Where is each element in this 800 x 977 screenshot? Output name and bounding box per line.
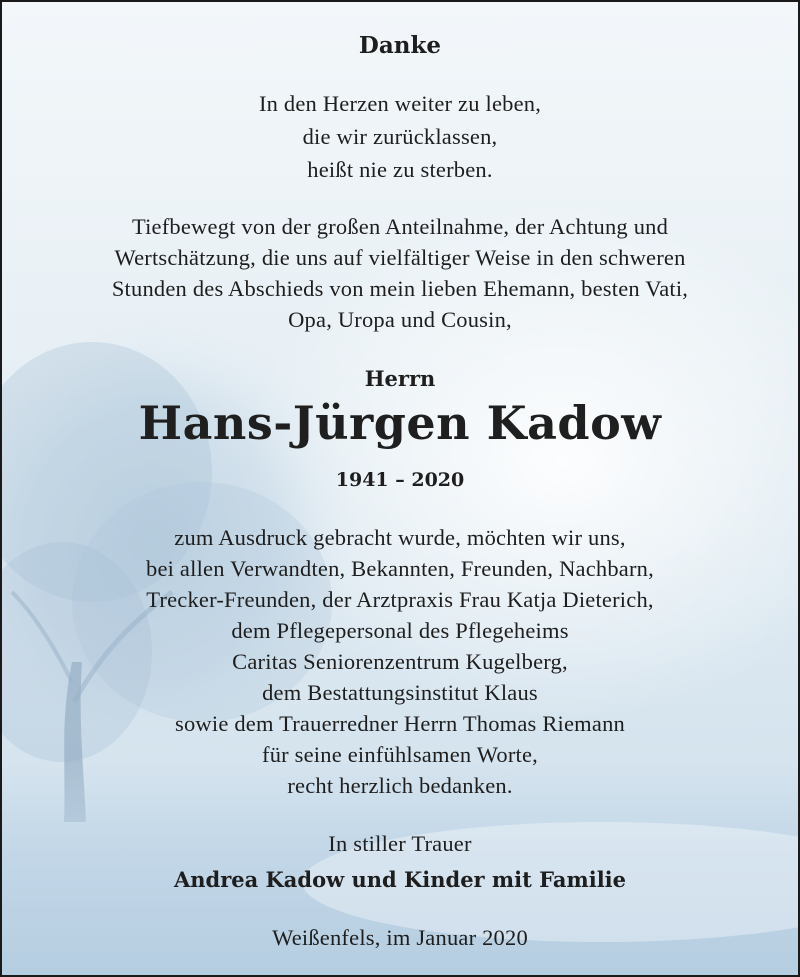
thanks-line: Trecker-Freunden, der Arztpraxis Frau Katja Dieterich,	[146, 587, 654, 612]
thanks-line: dem Pflegepersonal des Pflegeheims	[231, 618, 569, 643]
life-years: 1941 – 2020	[335, 469, 465, 491]
deceased-name: Hans-Jürgen Kadow	[138, 396, 662, 450]
heading: Danke	[358, 32, 442, 59]
intro-line: Opa, Uropa und Cousin,	[288, 307, 512, 332]
mourning-phrase: In stiller Trauer	[328, 831, 472, 856]
thanks-line: dem Bestattungsinstitut Klaus	[262, 680, 538, 705]
poem-line: heißt nie zu sterben.	[307, 157, 493, 182]
family-signature: Andrea Kadow und Kinder mit Familie	[173, 867, 627, 892]
poem-line: die wir zurücklassen,	[302, 124, 498, 149]
place-date: Weißenfels, im Januar 2020	[272, 925, 528, 950]
thanks-line: sowie dem Trauerredner Herrn Thomas Riemann	[175, 711, 625, 736]
poem-line: In den Herzen weiter zu leben,	[258, 91, 542, 116]
thanks-line: für seine einfühlsamen Worte,	[262, 742, 538, 767]
thanks-line: zum Ausdruck gebracht wurde, möchten wir uns,	[174, 525, 626, 550]
thanks-line: Caritas Seniorenzentrum Kugelberg,	[232, 649, 568, 674]
intro-line: Tiefbewegt von der großen Anteilnahme, der Achtung und	[131, 214, 669, 239]
salutation: Herrn	[364, 366, 436, 391]
thanks-line: bei allen Verwandten, Bekannten, Freunden, Nachbarn,	[146, 556, 654, 581]
thanks-line: recht herzlich bedanken.	[287, 773, 513, 798]
intro-line: Stunden des Abschieds von mein lieben Ehemann, besten Vati,	[111, 276, 689, 301]
intro-line: Wertschätzung, die uns auf vielfältiger Weise in den schweren	[114, 245, 686, 270]
